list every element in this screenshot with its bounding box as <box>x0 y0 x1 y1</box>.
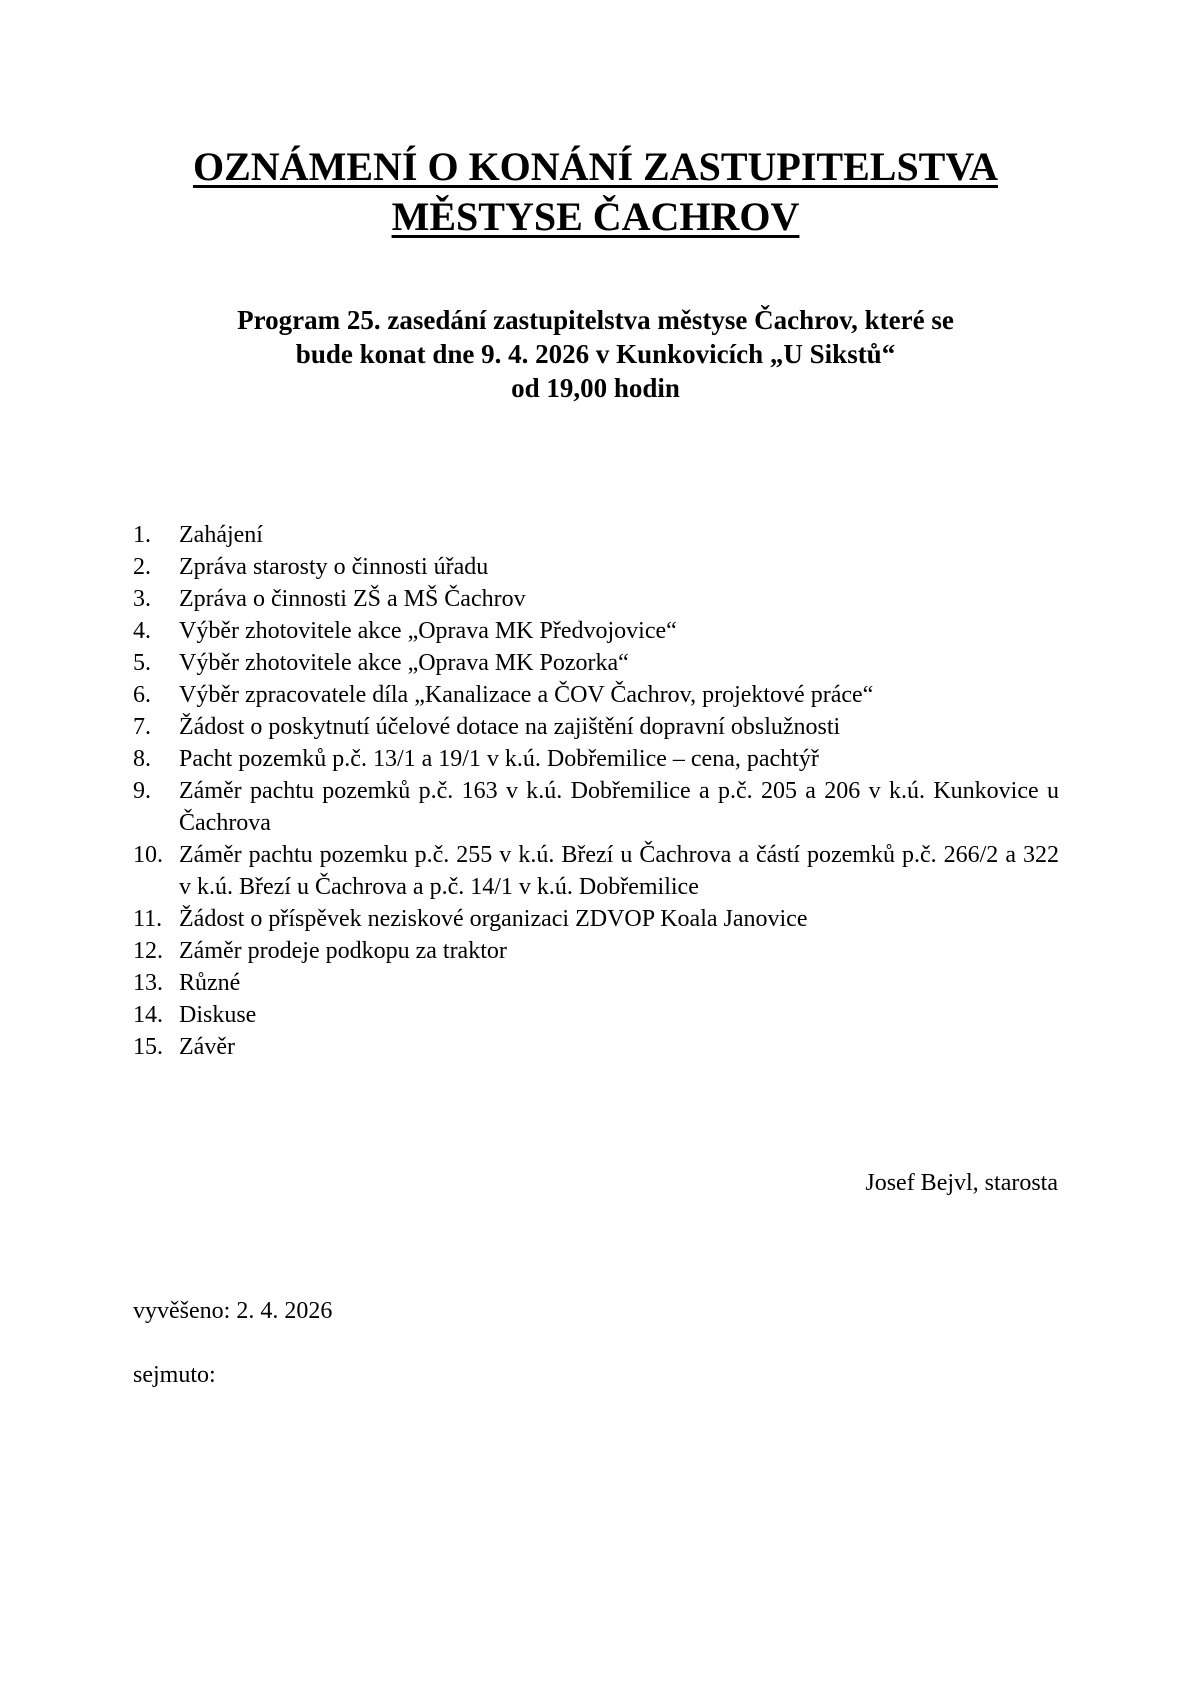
document-title <box>0 142 1191 242</box>
agenda-item-text: Diskuse <box>179 1002 257 1028</box>
agenda-item <box>133 679 1059 711</box>
program-line-3: od 19,00 hodin <box>511 373 680 403</box>
agenda-item-number: 8. <box>133 746 151 772</box>
agenda-item-number: 2. <box>133 554 151 580</box>
agenda-item-text: Zahájení <box>179 522 263 548</box>
agenda-item-number: 13. <box>133 970 163 996</box>
agenda-item-number: 5. <box>133 650 151 676</box>
agenda-item-text: Výběr zhotovitele akce „Oprava MK Předvojovice“ <box>179 618 677 644</box>
agenda-item-number: 12. <box>133 938 163 964</box>
agenda-item-number: 9. <box>133 778 151 804</box>
agenda-item-number: 4. <box>133 618 151 644</box>
agenda-item <box>133 615 1059 647</box>
agenda-item-text: Závěr <box>179 1034 235 1060</box>
agenda-item-text: Zpráva starosty o činnosti úřadu <box>179 554 489 580</box>
signature: Josef Bejvl, starosta <box>865 1170 1058 1196</box>
agenda-item <box>133 775 1059 839</box>
agenda-item <box>133 999 1059 1031</box>
agenda-item-text: Výběr zpracovatele díla „Kanalizace a ČOV Čachrov, projektové práce“ <box>179 682 874 708</box>
agenda-item-text: Záměr prodeje podkopu za traktor <box>179 938 507 964</box>
agenda-item-number: 14. <box>133 1002 163 1028</box>
agenda-item-number: 11. <box>133 906 163 932</box>
agenda-item-number: 7. <box>133 714 151 740</box>
agenda-item-text: Žádost o poskytnutí účelové dotace na zajištění dopravní obslužnosti <box>179 714 841 740</box>
title-line-2: MĚSTYSE ČACHROV <box>391 194 800 239</box>
agenda-item <box>133 583 1059 615</box>
posted-date: vyvěšeno: 2. 4. 2026 <box>133 1298 333 1324</box>
agenda-item <box>133 1031 1059 1063</box>
agenda-item <box>133 519 1059 551</box>
agenda-item-number: 15. <box>133 1034 163 1060</box>
agenda-item-number: 10. <box>133 842 163 868</box>
agenda-item <box>133 711 1059 743</box>
agenda-item-text: Různé <box>179 970 241 996</box>
agenda-item-number: 6. <box>133 682 151 708</box>
agenda-item-text: Záměr pachtu pozemku p.č. 255 v k.ú. Březí u Čachrova a částí pozemků p.č. 266/2 a 322 v k.ú. Březí u Čachrova a p.č. 14/1 v k.ú. Dobřemilice <box>179 842 1059 900</box>
agenda-item <box>133 647 1059 679</box>
agenda-item-number: 1. <box>133 522 151 548</box>
agenda-item-text: Záměr pachtu pozemků p.č. 163 v k.ú. Dobřemilice a p.č. 205 a 206 v k.ú. Kunkovice u Čachrova <box>179 778 1059 836</box>
title-line-1: OZNÁMENÍ O KONÁNÍ ZASTUPITELSTVA <box>193 144 998 189</box>
agenda-item <box>133 935 1059 967</box>
agenda-item-number: 3. <box>133 586 151 612</box>
agenda-item <box>133 903 1059 935</box>
program-line-2: bude konat dne 9. 4. 2026 v Kunkovicích „U Sikstů“ <box>295 339 896 369</box>
agenda-item-text: Výběr zhotovitele akce „Oprava MK Pozorka“ <box>179 650 629 676</box>
agenda-item <box>133 967 1059 999</box>
program-line-1: Program 25. zasedání zastupitelstva městyse Čachrov, které se <box>237 305 954 335</box>
agenda-list <box>133 519 1059 1063</box>
agenda-item-text: Pacht pozemků p.č. 13/1 a 19/1 v k.ú. Dobřemilice – cena, pachtýř <box>179 746 819 772</box>
agenda-item <box>133 551 1059 583</box>
agenda-item-text: Žádost o příspěvek neziskové organizaci ZDVOP Koala Janovice <box>179 906 808 932</box>
program-heading <box>0 303 1191 405</box>
agenda-item <box>133 839 1059 903</box>
removed-date: sejmuto: <box>133 1362 216 1388</box>
agenda-item-text: Zpráva o činnosti ZŠ a MŠ Čachrov <box>179 586 526 612</box>
agenda-item <box>133 743 1059 775</box>
